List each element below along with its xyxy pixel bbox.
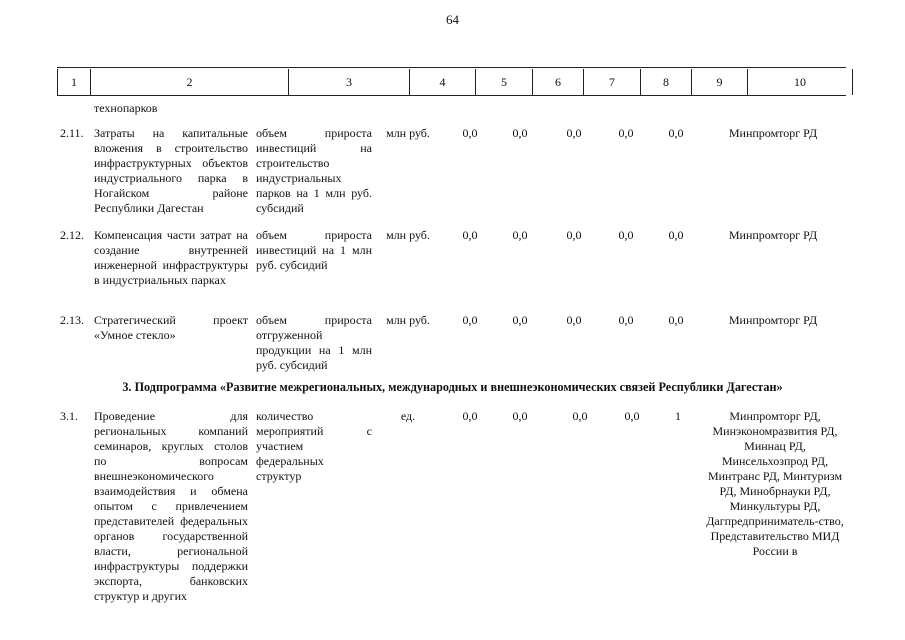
row-value-9: 1 (675, 409, 681, 423)
row-value-5: 0,0 (462, 228, 478, 242)
row-value-7: 0,0 (572, 409, 588, 423)
row-number: 2.12. (60, 228, 84, 242)
row-value-6: 0,0 (512, 126, 528, 140)
row-number: 2.11. (60, 126, 84, 140)
header-col-7: 7 (583, 69, 640, 95)
header-col-2: 2 (90, 69, 288, 95)
row-value-8: 0,0 (618, 228, 634, 242)
row-value-9: 0,0 (668, 228, 684, 242)
row-value-9: 0,0 (668, 126, 684, 140)
row-name: Стратегический проект «Умное стекло» (94, 313, 248, 342)
row-indicator: объем прироста инвестиций на строительство индустриальных парков на 1 млн руб. субсидий (256, 126, 372, 215)
header-col-6: 6 (532, 69, 583, 95)
header-bottom-rule (57, 95, 846, 96)
section-title: 3. Подпрограмма «Развитие межрегиональных, международных и внешнеэкономических связей Республики Дагестан» (122, 380, 783, 394)
row-indicator: количество мероприятий с участием федеральных структур (256, 409, 372, 483)
row-value-5: 0,0 (462, 313, 478, 327)
header-col-10: 10 (747, 69, 853, 95)
row-value-8: 0,0 (618, 126, 634, 140)
row-value-9: 0,0 (668, 313, 684, 327)
row-value-7: 0,0 (566, 228, 582, 242)
header-col-4: 4 (409, 69, 475, 95)
header-col-8: 8 (640, 69, 691, 95)
row-value-6: 0,0 (512, 228, 528, 242)
row-indicator: объем прироста отгруженной продукции на 1 млн руб. субсидий (256, 313, 372, 372)
row-name: Компенсация части затрат на создание внутренней инженерной инфраструктуры в индустриальных парках (94, 228, 248, 287)
row-value-8: 0,0 (624, 409, 640, 423)
row-value-7: 0,0 (566, 126, 582, 140)
row-responsible: Минпромторг РД (728, 228, 818, 242)
row-value-5: 0,0 (462, 126, 478, 140)
row-value-5: 0,0 (462, 409, 478, 423)
row-unit: млн руб. (386, 313, 430, 327)
row-value-6: 0,0 (512, 409, 528, 423)
page-number: 64 (446, 12, 459, 27)
row-number: 3.1. (60, 409, 78, 423)
row-unit: ед. (400, 409, 416, 423)
row-indicator: объем прироста инвестиций на 1 млн руб. субсидий (256, 228, 372, 272)
continuation-text: технопарков (94, 101, 158, 115)
header-col-9: 9 (691, 69, 747, 95)
table-header-row (57, 69, 853, 95)
row-value-7: 0,0 (566, 313, 582, 327)
row-name: Проведение для региональных компаний семинаров, круглых столов по вопросам внешнеэкономического взаимодействия и обмена опытом с привлечением представителей федеральных органов государственной власти, региональной инфраструктуры поддержки экспорта, банковских структур и других (94, 409, 248, 603)
row-value-6: 0,0 (512, 313, 528, 327)
row-unit: млн руб. (386, 228, 430, 242)
row-responsible: Минпромторг РД, Минэкономразвития РД, Миннац РД, Минсельхозпрод РД, Минтранс РД, Минтуризм РД, Минобрнауки РД, Минкультуры РД, Дагпредприниматель-ство, Представительство МИД России в (706, 409, 844, 558)
row-name: Затраты на капитальные вложения в строительство инфраструктурных объектов индустриального парка в Ногайском районе Республики Дагестан (94, 126, 248, 215)
header-col-1: 1 (57, 69, 90, 95)
row-responsible: Минпромторг РД (728, 313, 818, 327)
row-responsible: Минпромторг РД (728, 126, 818, 140)
row-unit: млн руб. (386, 126, 430, 140)
row-value-8: 0,0 (618, 313, 634, 327)
header-col-5: 5 (475, 69, 532, 95)
header-col-3: 3 (288, 69, 409, 95)
header-top-rule (57, 67, 846, 68)
row-number: 2.13. (60, 313, 84, 327)
